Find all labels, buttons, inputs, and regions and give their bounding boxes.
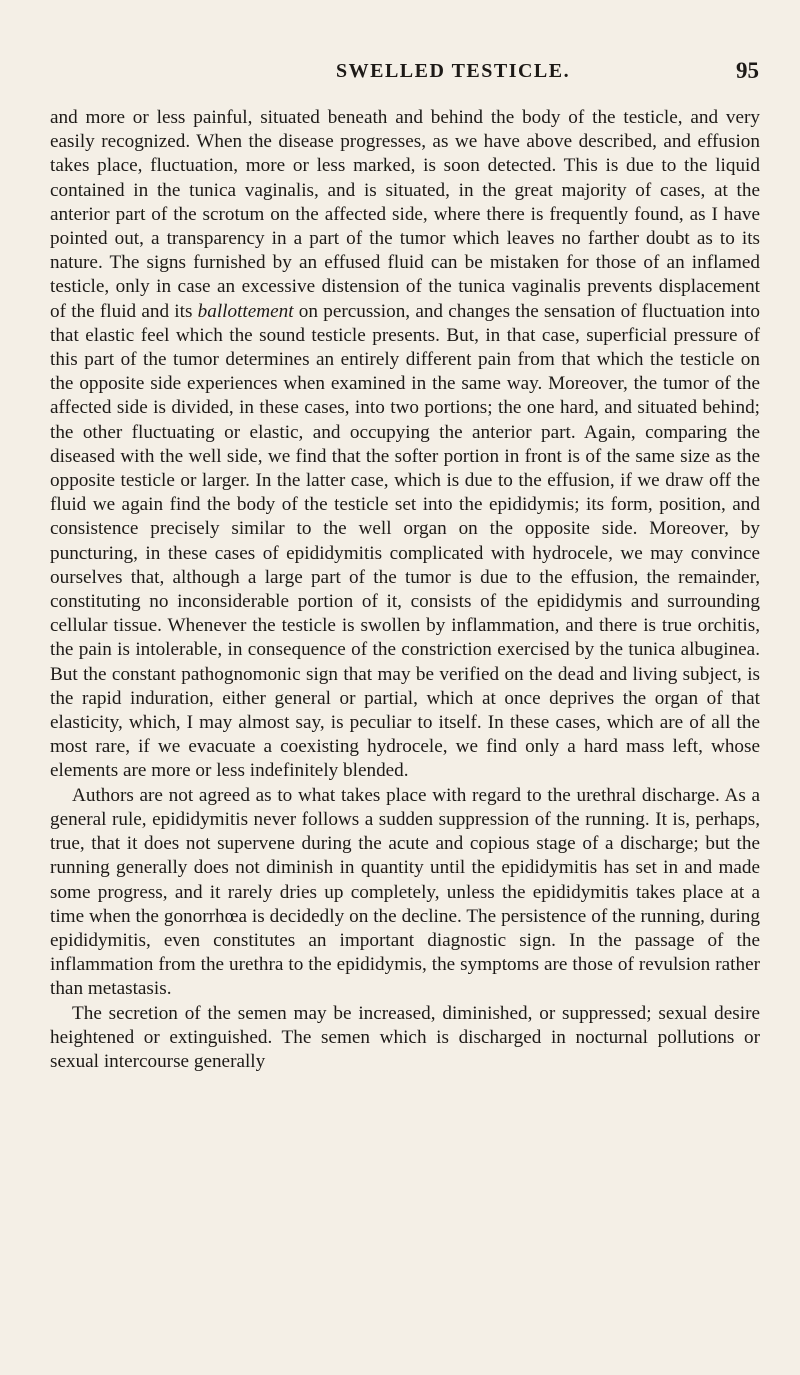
paragraph: The secretion of the semen may be increased, diminished, or suppressed; sexual desire heightened or extinguished. The semen which is discharged in nocturnal pollutions or sexual intercourse generally <box>50 1002 760 1072</box>
text-run: and more or less painful, situated beneath and behind the body of the testicle, and very easily recognized. When the disease progresses, as we have above described, and effusion takes place, fluctuation, more or less marked, is soon detected. This is due to the liquid contained in the tunica vaginalis, and is situated, in the great majority of cases, at the anterior part of the scrotum on the affected side, where there is frequently found, as I have pointed out, a transparency in a part of the tumor which leaves no farther doubt as to its nature. The signs furnished by an effused fluid can be mistaken for those of an inflamed testicle, only in case an excessive distension of the tunica vaginalis prevents displacement of the fluid and its <box>50 107 760 322</box>
running-title: SWELLED TESTICLE. <box>336 60 571 82</box>
body-text <box>50 106 760 1074</box>
running-head <box>0 58 800 88</box>
page-number: 95 <box>736 58 759 83</box>
text-run: on percussion, and changes the sensation of fluctuation into that elastic feel which the sound testicle presents. But, in that case, superficial pressure of this part of the tumor determines an entirely different pain from that which the testicle on the opposite side experiences when examined in the same way. Moreover, the tumor of the affected side is divided, in these cases, into two portions; the one hard, and situated behind; the other fluctuating or elastic, and occupying the anterior part. Again, comparing the diseased with the well side, we find that the softer portion in front is of the same size as the opposite testicle or larger. In the latter case, which is due to the effusion, if we draw off the fluid we again find the body of the testicle set into the epididymis; its form, position, and consistence precisely similar to the well organ on the opposite side. Moreover, by puncturing, in these cases of epididymitis complicated with hydrocele, we may convince ourselves that, although a large part of the tumor is due to the effusion, the remainder, constituting no inconsiderable portion of it, consists of the epididymis and surrounding cellular tissue. Whenever the testicle is swollen by inflammation, and there is true orchitis, the pain is intolerable, in consequence of the constriction exercised by the tunica albuginea. But the constant pathognomonic sign that may be verified on the dead and living subject, is the rapid induration, either general or partial, which at once deprives the organ of that elasticity, which, I may almost say, is peculiar to itself. In these cases, which are of all the most rare, if we evacuate a coexisting hydrocele, we find only a hard mass left, whose elements are more or less indefinitely blended. <box>50 300 760 782</box>
italic-term: ballottement <box>197 300 294 322</box>
paragraph <box>50 106 760 784</box>
paragraph: Authors are not agreed as to what takes place with regard to the urethral discharge. As a general rule, epididymitis never follows a sudden suppression of the running. It is, perhaps, true, that it does not supervene during the acute and copious stage of a discharge; but the running generally does not diminish in quantity until the epididymitis has set in and made some progress, and it rarely dries up completely, unless the epididymitis takes place at a time when the gonorrhœa is decidedly on the decline. The persistence of the running, during epididymitis, even constitutes an important diagnostic sign. In the passage of the inflammation from the urethra to the epididymis, the symptoms are those of revulsion rather than metastasis. <box>50 784 760 1000</box>
